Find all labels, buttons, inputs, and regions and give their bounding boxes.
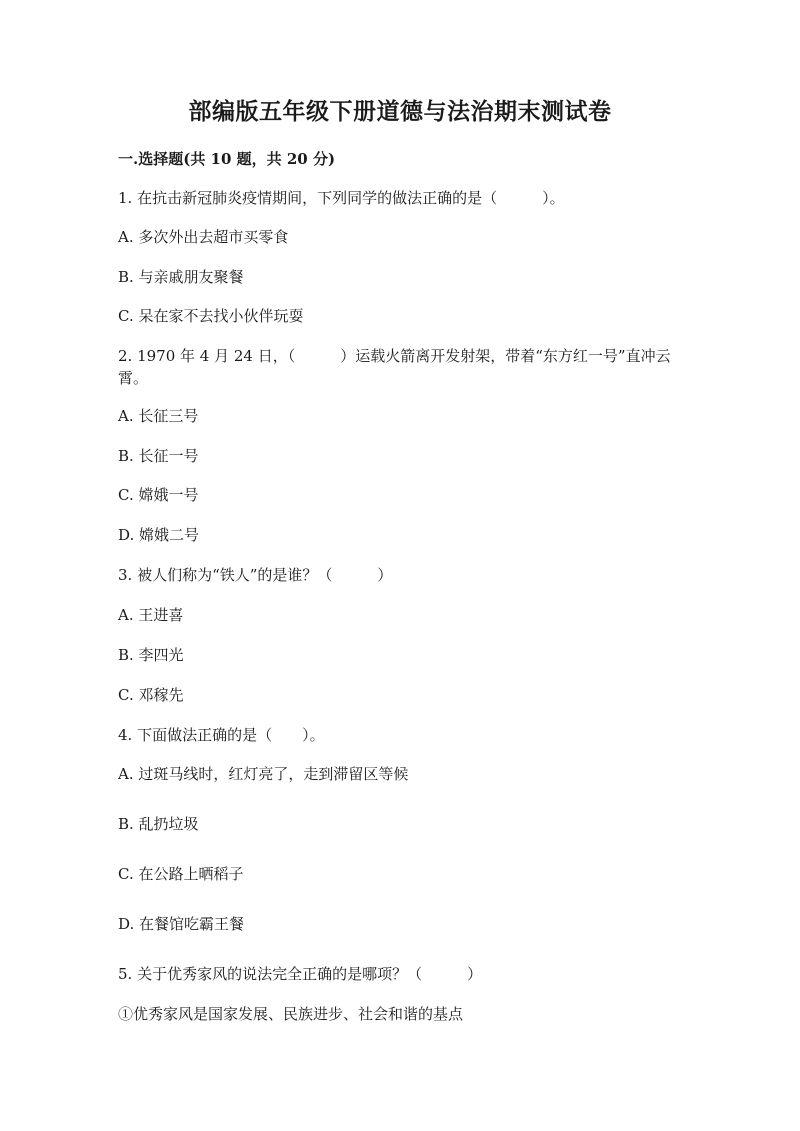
question-4-option-d: D. 在餐馆吃霸王餐 bbox=[118, 915, 245, 933]
question-3-option-a: A. 王进喜 bbox=[118, 606, 184, 624]
question-3-stem: 3. 被人们称为“铁人”的是谁？（ ） bbox=[118, 566, 393, 584]
question-1-option-a: A. 多次外出去超市买零食 bbox=[118, 228, 289, 246]
question-2-option-a: A. 长征三号 bbox=[118, 407, 199, 425]
question-4-stem: 4. 下面做法正确的是（ ）。 bbox=[118, 726, 325, 744]
question-2-option-b: B. 长征一号 bbox=[118, 447, 199, 465]
question-3-option-c: C. 邓稼先 bbox=[118, 686, 184, 704]
question-4-option-b: B. 乱扔垃圾 bbox=[118, 815, 199, 833]
question-3-option-b: B. 李四光 bbox=[118, 646, 184, 664]
question-1-option-b: B. 与亲戚朋友聚餐 bbox=[118, 268, 244, 286]
question-1-stem: 1. 在抗击新冠肺炎疫情期间，下列同学的做法正确的是（ ）。 bbox=[118, 189, 565, 207]
question-5-statement-1: ①优秀家风是国家发展、民族进步、社会和谐的基点 bbox=[118, 1005, 464, 1023]
question-5-stem: 5. 关于优秀家风的说法完全正确的是哪项？（ ） bbox=[118, 965, 483, 983]
question-4-option-a: A. 过斑马线时，红灯亮了，走到滞留区等候 bbox=[118, 765, 409, 783]
question-2-option-d: D. 嫦娥二号 bbox=[118, 526, 200, 544]
section-heading: 一.选择题(共 10 题，共 20 分) bbox=[118, 150, 336, 168]
question-4-option-c: C. 在公路上晒稻子 bbox=[118, 865, 244, 883]
page-title: 部编版五年级下册道德与法治期末测试卷 bbox=[188, 98, 612, 125]
question-2-option-c: C. 嫦娥一号 bbox=[118, 486, 199, 504]
question-1-option-c: C. 呆在家不去找小伙伴玩耍 bbox=[118, 307, 304, 325]
question-2-stem: 2. 1970 年 4 月 24 日，（ ）运载火箭离开发射架，带着“东方红一号”直冲云霄。 bbox=[118, 347, 671, 387]
